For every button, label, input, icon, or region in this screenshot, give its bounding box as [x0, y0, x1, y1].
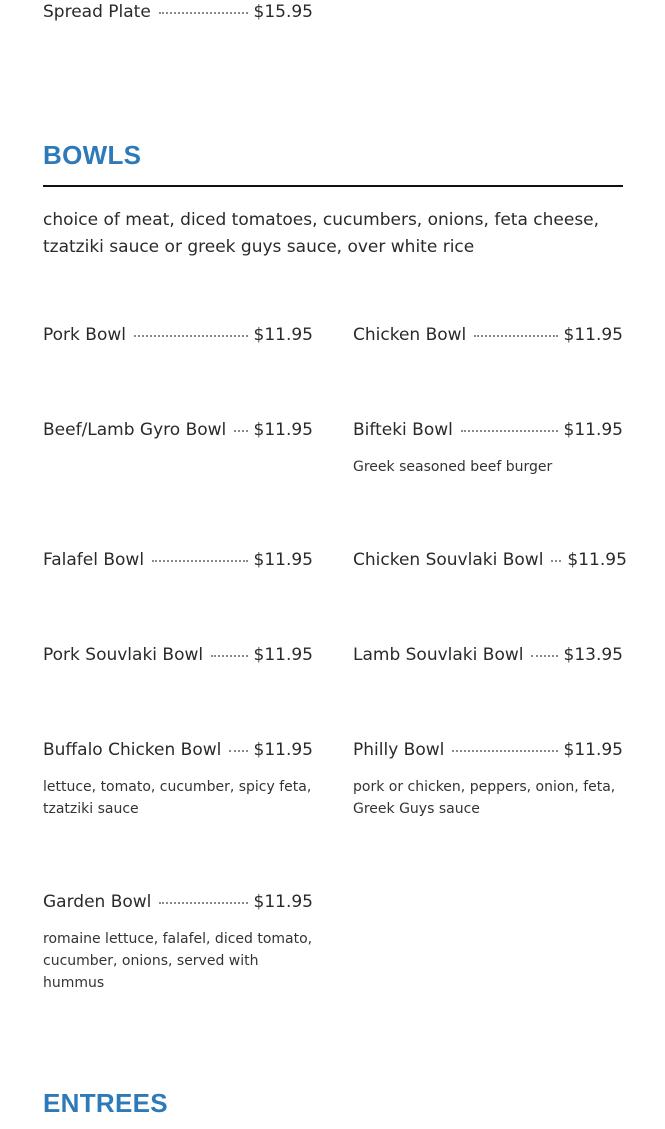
menu-item-falafel-bowl	[43, 548, 313, 572]
item-name: Pork Souvlaki Bowl	[43, 645, 204, 665]
item-price: $11.95	[563, 420, 623, 440]
item-price: $11.95	[253, 325, 313, 345]
menu-item-philly-bowl	[353, 738, 623, 762]
item-description: Greek seasoned beef burger	[353, 459, 553, 475]
dot-leader	[551, 560, 561, 562]
item-name: Beef/Lamb Gyro Bowl	[43, 420, 227, 440]
dot-leader	[159, 12, 248, 14]
dot-leader	[134, 335, 248, 337]
item-price: $11.95	[563, 740, 623, 760]
item-name: Chicken Souvlaki Bowl	[353, 550, 544, 570]
dot-leader	[211, 655, 247, 657]
item-name: Lamb Souvlaki Bowl	[353, 645, 524, 665]
dot-leader	[152, 560, 247, 562]
dot-leader	[461, 430, 558, 432]
item-price: $11.95	[253, 740, 313, 760]
menu-item-bifteki-bowl	[353, 418, 623, 442]
section-title-entrees: ENTREES	[43, 1088, 168, 1118]
dot-leader	[474, 335, 557, 337]
menu-item-chicken-bowl	[353, 323, 623, 347]
item-price: $11.95	[253, 645, 313, 665]
section-divider	[43, 185, 623, 187]
item-name: Chicken Bowl	[353, 325, 467, 345]
dot-leader	[159, 902, 247, 904]
dot-leader	[531, 655, 557, 657]
dot-leader	[229, 750, 247, 752]
item-price: $11.95	[253, 550, 313, 570]
item-description: lettuce, tomato, cucumber, spicy feta, tzatziki sauce	[43, 779, 312, 817]
menu-item-beef-lamb-gyro-bowl	[43, 418, 313, 442]
section-title-bowls: BOWLS	[43, 140, 142, 170]
item-description: romaine lettuce, falafel, diced tomato, cucumber, onions, served with hummus	[43, 931, 313, 991]
menu-item-pork-bowl	[43, 323, 313, 347]
item-name: Buffalo Chicken Bowl	[43, 740, 222, 760]
menu-item-chicken-souvlaki-bowl	[353, 548, 627, 572]
item-name: Bifteki Bowl	[353, 420, 453, 440]
menu-item-lamb-souvlaki-bowl	[353, 643, 623, 667]
item-price: $11.95	[563, 325, 623, 345]
section-intro: choice of meat, diced tomatoes, cucumbers, onions, feta cheese, tzatziki sauce or greek guys sauce, over white rice	[43, 210, 600, 257]
item-price: $15.95	[253, 2, 313, 22]
item-name: Pork Bowl	[43, 325, 126, 345]
item-description: pork or chicken, peppers, onion, feta, Greek Guys sauce	[353, 779, 616, 817]
item-price: $11.95	[567, 550, 627, 570]
menu-item-pork-souvlaki-bowl	[43, 643, 313, 667]
item-name: Garden Bowl	[43, 892, 152, 912]
item-price: $13.95	[563, 645, 623, 665]
item-name: Philly Bowl	[353, 740, 445, 760]
dot-leader	[452, 750, 557, 752]
item-name: Falafel Bowl	[43, 550, 145, 570]
menu-item-spread-plate	[43, 0, 313, 24]
dot-leader	[234, 430, 247, 432]
item-price: $11.95	[253, 892, 313, 912]
item-name: Spread Plate	[43, 2, 151, 22]
item-price: $11.95	[253, 420, 313, 440]
menu-item-buffalo-chicken-bowl	[43, 738, 313, 762]
menu-item-garden-bowl	[43, 890, 313, 914]
